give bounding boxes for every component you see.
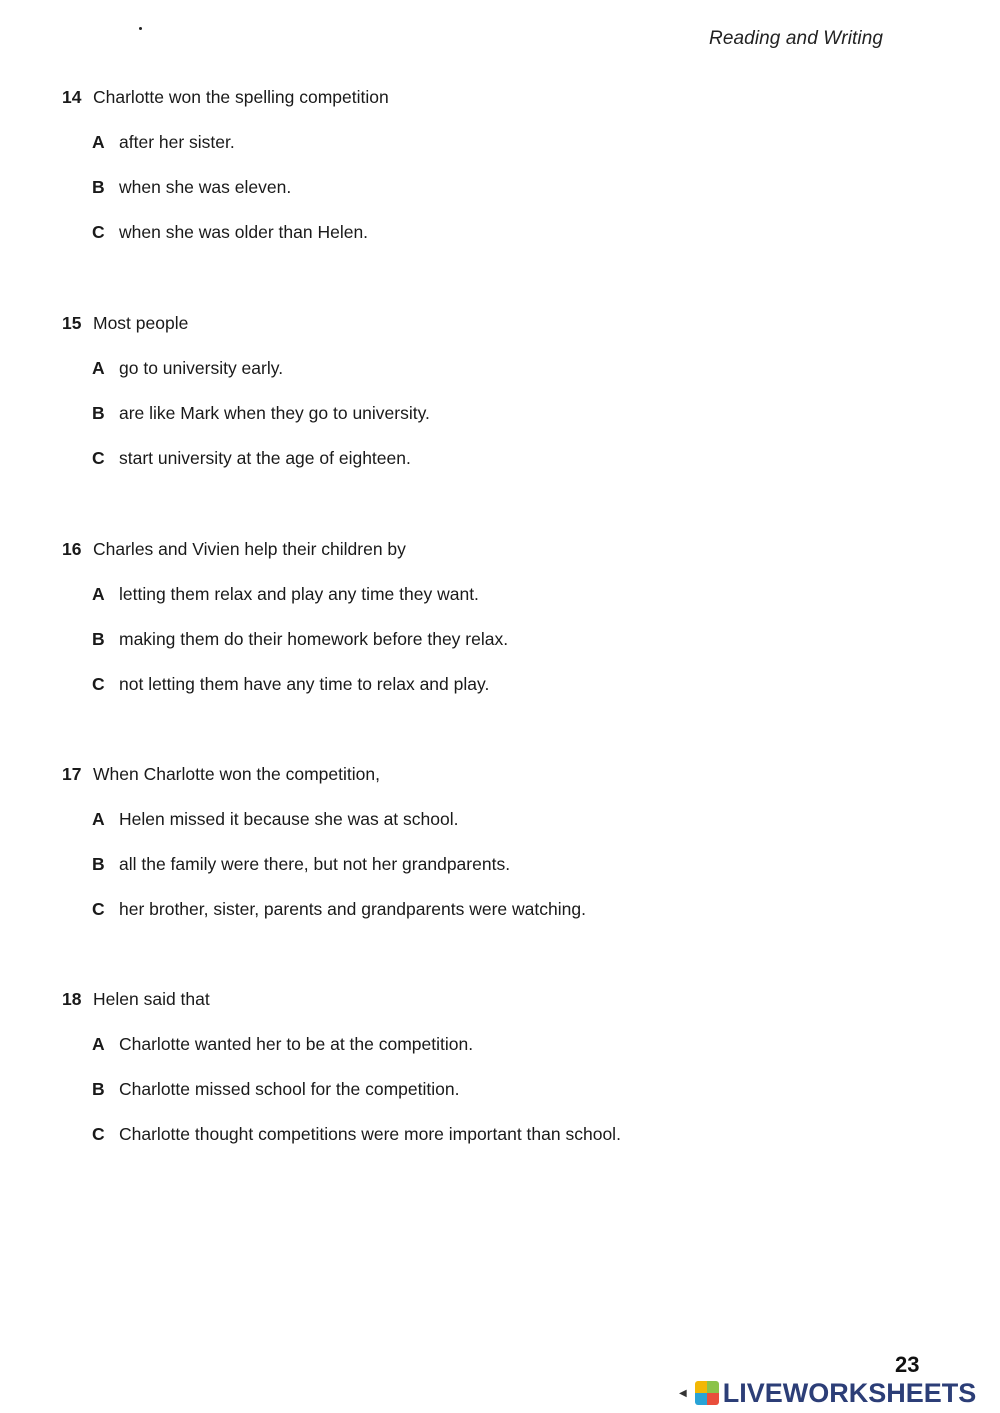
question-number: 16	[62, 539, 82, 559]
option-c[interactable]	[92, 898, 922, 920]
question-text: Helen said that	[93, 989, 210, 1009]
option-letter: A	[92, 1034, 105, 1054]
option-b[interactable]	[92, 628, 922, 650]
option-b[interactable]	[92, 402, 922, 424]
option-letter: C	[92, 1124, 105, 1144]
option-c[interactable]	[92, 447, 922, 469]
page-speck	[139, 27, 142, 30]
option-a[interactable]	[92, 1033, 922, 1055]
question-text: Charles and Vivien help their children by	[93, 539, 406, 559]
option-c[interactable]	[92, 221, 922, 243]
option-letter: A	[92, 358, 105, 378]
option-b[interactable]	[92, 853, 922, 875]
question-15	[62, 312, 922, 469]
question-number: 18	[62, 989, 82, 1009]
option-text: Helen missed it because she was at school.	[119, 809, 459, 829]
option-text: go to university early.	[119, 358, 284, 378]
question-text: Charlotte won the spelling competition	[93, 87, 389, 107]
liveworksheets-logo-icon	[695, 1381, 719, 1405]
question-stem	[62, 988, 922, 1010]
option-letter: B	[92, 629, 105, 649]
option-letter: C	[92, 674, 105, 694]
option-b[interactable]	[92, 176, 922, 198]
option-a[interactable]	[92, 357, 922, 379]
running-header: Reading and Writing	[709, 28, 884, 49]
option-c[interactable]	[92, 673, 922, 695]
option-b[interactable]	[92, 1078, 922, 1100]
option-text: not letting them have any time to relax and play.	[119, 674, 490, 694]
question-stem	[62, 86, 922, 108]
page-number: 23	[895, 1352, 920, 1377]
option-text: start university at the age of eighteen.	[119, 448, 411, 468]
option-letter: A	[92, 132, 105, 152]
option-text: after her sister.	[119, 132, 235, 152]
options-list	[62, 808, 922, 920]
option-text: her brother, sister, parents and grandparents were watching.	[119, 899, 586, 919]
option-letter: B	[92, 854, 105, 874]
expand-arrow-icon[interactable]: ◀	[679, 1387, 687, 1399]
question-stem	[62, 312, 922, 334]
question-14	[62, 86, 922, 243]
question-18	[62, 988, 922, 1145]
question-text: When Charlotte won the competition,	[93, 764, 380, 784]
option-letter: A	[92, 809, 105, 829]
question-stem	[62, 763, 922, 785]
options-list	[62, 357, 922, 469]
option-a[interactable]	[92, 131, 922, 153]
option-letter: C	[92, 222, 105, 242]
option-text: making them do their homework before they relax.	[119, 629, 509, 649]
option-letter: B	[92, 1079, 105, 1099]
question-text: Most people	[93, 313, 189, 333]
option-text: Charlotte wanted her to be at the competition.	[119, 1034, 474, 1054]
options-list	[62, 1033, 922, 1145]
option-text: Charlotte missed school for the competition.	[119, 1079, 460, 1099]
option-letter: C	[92, 448, 105, 468]
question-number: 17	[62, 764, 82, 784]
options-list	[62, 131, 922, 243]
liveworksheets-brand[interactable]	[679, 1378, 976, 1408]
question-16	[62, 538, 922, 695]
option-text: when she was older than Helen.	[119, 222, 369, 242]
option-text: when she was eleven.	[119, 177, 292, 197]
option-text: all the family were there, but not her grandparents.	[119, 854, 511, 874]
question-17	[62, 763, 922, 920]
option-text: Charlotte thought competitions were more important than school.	[119, 1124, 621, 1144]
option-a[interactable]	[92, 808, 922, 830]
question-stem	[62, 538, 922, 560]
option-c[interactable]	[92, 1123, 922, 1145]
option-letter: B	[92, 403, 105, 423]
options-list	[62, 583, 922, 695]
option-a[interactable]	[92, 583, 922, 605]
brand-name: LIVEWORKSHEETS	[722, 1377, 977, 1408]
question-number: 15	[62, 313, 82, 333]
question-number: 14	[62, 87, 82, 107]
option-text: are like Mark when they go to university.	[119, 403, 430, 423]
option-letter: C	[92, 899, 105, 919]
option-letter: B	[92, 177, 105, 197]
option-letter: A	[92, 584, 105, 604]
option-text: letting them relax and play any time they want.	[119, 584, 479, 604]
